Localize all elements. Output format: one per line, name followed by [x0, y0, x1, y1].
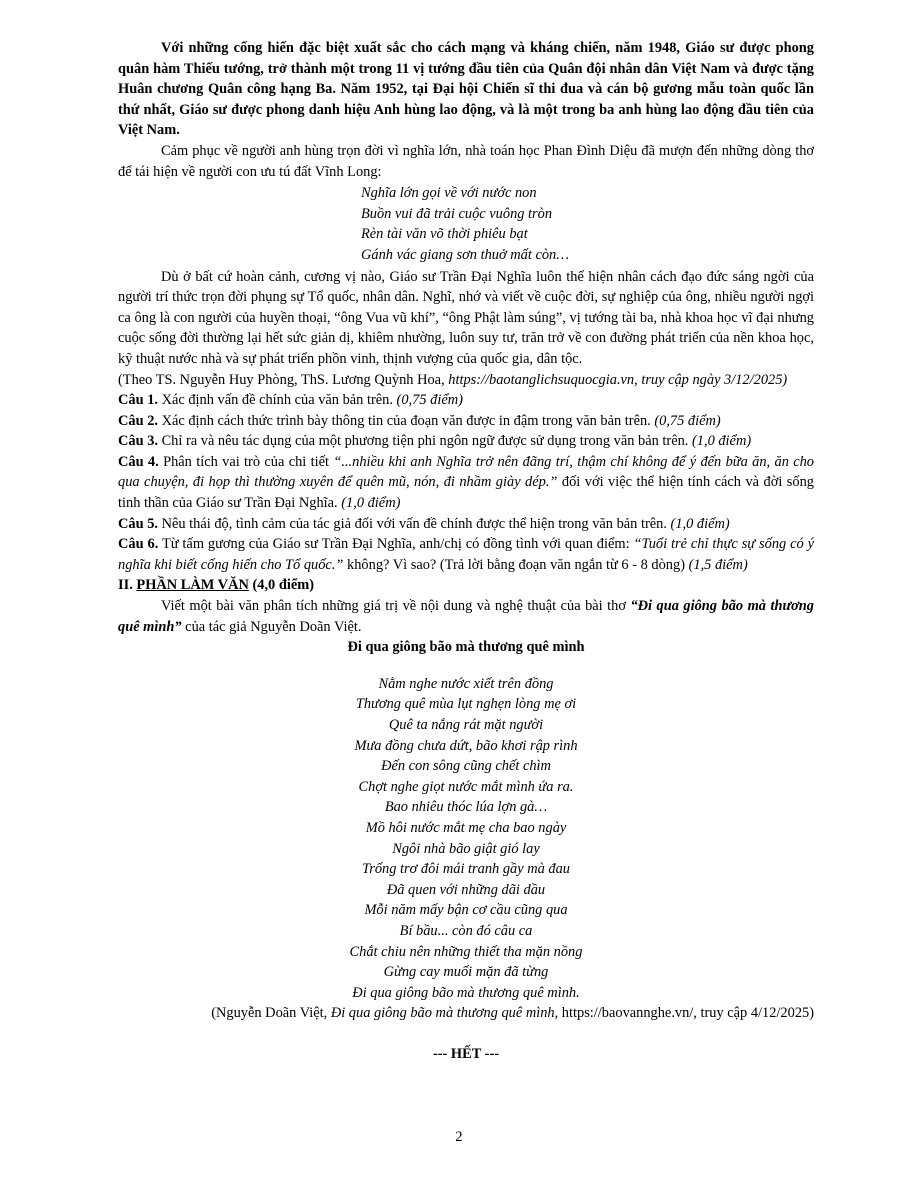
- poem-line: Chợt nghe giọt nước mắt mình ứa ra.: [358, 778, 574, 795]
- question-text-after: không? Vì sao? (Trả lời bằng đoạn văn ngắn từ 6 - 8 dòng): [343, 556, 689, 573]
- question-quote: “Tuổi trẻ chỉ thực sự sống có ý nghĩa khi biết cống hiến cho Tổ quốc.”: [118, 536, 815, 573]
- question-4: [118, 452, 814, 514]
- prompt-poem-title: “Đi qua giông bão mà thương quê mình”: [118, 598, 814, 635]
- question-text: Xác định cách thức trình bày thông tin của đoạn văn được in đậm trong văn bản trên.: [157, 412, 655, 429]
- question-text: Xác định vấn đề chính của văn bản trên.: [157, 392, 397, 409]
- question-label: Câu 1.: [118, 392, 158, 409]
- poem-line: Đến con sông cũng chết chìm: [381, 758, 551, 775]
- question-points: (1,0 điểm): [691, 433, 752, 450]
- question-points: (1,0 điểm): [670, 515, 730, 532]
- poem-line: Trống trơ đôi mái tranh gầy mà đau: [362, 861, 570, 878]
- section-points: (4,0 điểm): [248, 577, 315, 594]
- question-label: Câu 5.: [118, 515, 158, 532]
- poem-line: Chắt chiu nên những thiết tha mặn nồng: [349, 943, 583, 960]
- poem-line: Gừng cay muối mặn đã từng: [383, 964, 549, 981]
- document-page: [118, 38, 814, 1065]
- question-5: [118, 514, 814, 535]
- poem-line: Ngôi nhà bão giật gió lay: [392, 840, 540, 857]
- question-text-after: đối với việc thể hiện tính cách và đời sống tinh thần của Giáo sư Trần Đại Nghĩa.: [118, 474, 814, 512]
- question-points: (1,0 điểm): [341, 495, 401, 512]
- poem-source-rest: , https://baovannghe.vn/, truy cập 4/12/2025): [554, 1005, 814, 1022]
- essay-prompt: [118, 596, 814, 637]
- question-label: Câu 2.: [118, 412, 158, 429]
- poem-line: Bao nhiêu thóc lúa lợn gà…: [384, 799, 548, 816]
- main-poem: [118, 674, 814, 1004]
- poem-source-title: Đi qua giông bão mà thương quê mình: [330, 1005, 555, 1022]
- question-2: [118, 411, 814, 432]
- question-3: [118, 431, 814, 452]
- question-label: Câu 6.: [118, 536, 159, 553]
- poem-line: Thương quê mùa lụt nghẹn lòng mẹ ơi: [355, 696, 577, 713]
- poem-line: Bí bầu... còn đó câu ca: [399, 922, 533, 939]
- prompt-text-after: của tác giả Nguyễn Doãn Việt.: [181, 618, 362, 635]
- question-text: Phân tích vai trò của chi tiết: [158, 453, 334, 470]
- poem-line: Nằm nghe nước xiết trên đồng: [378, 675, 554, 692]
- poem-line: Gánh vác giang sơn thuở mất còn…: [361, 246, 570, 263]
- question-text: Từ tấm gương của Giáo sư Trần Đại Nghĩa, anh/chị có đồng tình với quan điểm:: [158, 536, 634, 553]
- intro-paragraph: Cảm phục về người anh hùng trọn đời vì nghĩa lớn, nhà toán học Phan Đình Diệu đã mượn đến những dòng thơ để tái hiện về người con ưu tú đất Vĩnh Long:: [118, 142, 814, 180]
- poem-line: Nghĩa lớn gọi về với nước non: [361, 185, 537, 202]
- poem-line: Quê ta nắng rát mặt người: [388, 717, 544, 733]
- poem-line: Đã quen với những dãi dầu: [386, 881, 546, 898]
- poem-line: Mỗi năm mấy bận cơ cầu cũng qua: [364, 902, 568, 919]
- prompt-text: Viết một bài văn phân tích những giá trị về nội dung và nghệ thuật của bài thơ: [161, 598, 631, 615]
- source-citation: [118, 370, 814, 391]
- question-1: [118, 390, 814, 411]
- closing-paragraph: Dù ở bất cứ hoàn cảnh, cương vị nào, Giáo sư Trần Đại Nghĩa luôn thể hiện nhân cách đạo đức sáng ngời của người trí thức trọn đời phụng sự Tổ quốc, nhân dân. Nghĩ, nhớ và viết về cuộc đời, sự nghiệp của ông, nhiều người ngợi ca ông là con người của huyền thoại, “ông Vua vũ khí”, “ông Phật làm súng”, vị tướng tài ba, nhà khoa học vĩ đại nhưng cuộc sống đời thường lại hết sức giản dị, khiêm nhường, luôn suy tư, trăn trở về con đường phát triển của nền khoa học, kỹ thuật nước nhà và sự phát triển phồn vinh, thịnh vượng của quốc gia, dân tộc.: [118, 268, 814, 367]
- page-number: 2: [455, 1129, 463, 1145]
- question-points: (1,5 điểm): [688, 556, 748, 573]
- poem-line: Buồn vui đã trải cuộc vuông tròn: [361, 205, 553, 222]
- question-text: Chỉ ra và nêu tác dụng của một phương tiện phi ngôn ngữ được sử dụng trong văn bản trên.: [157, 433, 692, 450]
- question-points: (0,75 điểm): [654, 412, 721, 429]
- poem-title: Đi qua giông bão mà thương quê mình: [347, 639, 585, 656]
- poem-source-open: (Nguyễn Doãn Việt,: [211, 1005, 331, 1022]
- poem-line: Mưa đồng chưa dứt, bão khơi rập rình: [354, 737, 578, 754]
- highlighted-paragraph: Với những cống hiến đặc biệt xuất sắc cho cách mạng và kháng chiến, năm 1948, Giáo sư được phong quân hàm Thiếu tướng, trở thành một trong 11 vị tướng đầu tiên của Quân đội nhân dân Việt Nam và được tặng Huân chương Quân công hạng Ba. Năm 1952, tại Đại hội Chiến sĩ thi đua và cán bộ gương mẫu toàn quốc lần thứ nhất, Giáo sư được phong danh hiệu Anh hùng lao động, và là một trong ba anh hùng lao động đầu tiên của Việt Nam.: [118, 40, 814, 139]
- question-label: Câu 4.: [118, 453, 159, 470]
- question-points: (0,75 điểm): [396, 392, 463, 409]
- question-6: [118, 534, 814, 575]
- question-quote: “...nhiều khi anh Nghĩa trở nên đãng trí, thậm chí không để ý đến bữa ăn, ăn cho qua chuyện, đi họp thì thường xuyên để quên mũ, nón, đi nhầm giày dép.”: [118, 453, 815, 491]
- short-poem: [361, 183, 814, 265]
- poem-line: Mồ hôi nước mắt mẹ cha bao ngày: [365, 819, 567, 836]
- end-mark: --- HẾT ---: [432, 1045, 500, 1062]
- question-label: Câu 3.: [118, 433, 158, 450]
- section-heading: [118, 575, 814, 596]
- poem-source: [118, 1003, 814, 1024]
- section-title: PHẦN LÀM VĂN: [136, 577, 249, 594]
- question-text: Nêu thái độ, tình cảm của tác giả đối với vấn đề chính được thể hiện trong văn bản trên.: [157, 515, 671, 532]
- source-link: https://baotanglichsuquocgia.vn, truy cập ngày 3/12/2025): [448, 371, 788, 388]
- source-prefix: (Theo TS. Nguyễn Huy Phòng, ThS. Lương Quỳnh Hoa,: [118, 371, 449, 388]
- section-number: II.: [118, 577, 137, 594]
- poem-line: Đi qua giông bão mà thương quê mình.: [352, 984, 580, 1001]
- poem-line: Rèn tài văn võ thời phiêu bạt: [361, 226, 528, 243]
